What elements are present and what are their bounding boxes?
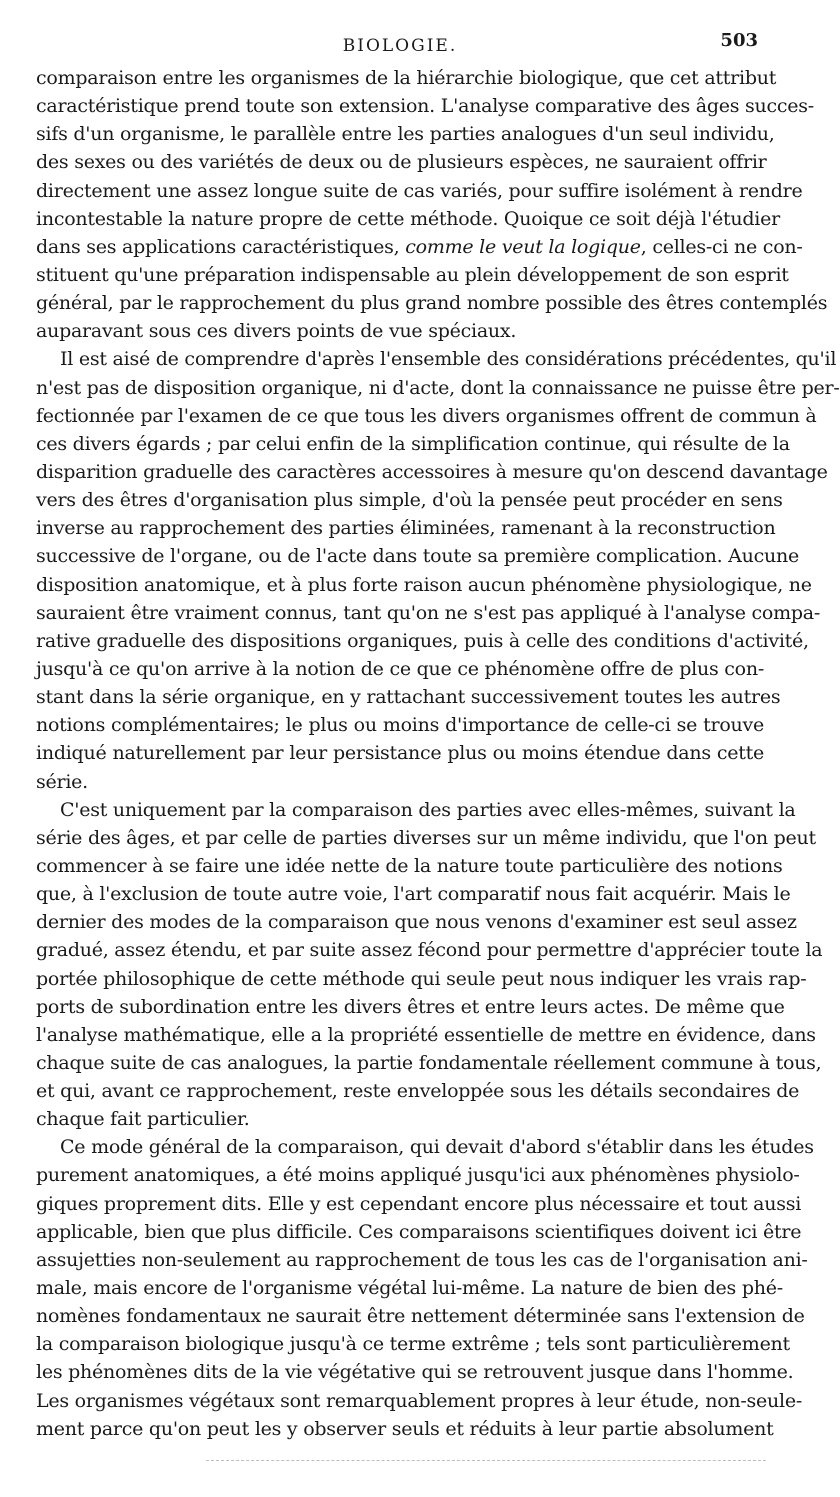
text-line: Ce mode général de la comparaison, qui devait d'abord s'établir dans les études [60, 1136, 814, 1159]
text-line: auparavant sous ces divers points de vue spéciaux. [36, 320, 517, 343]
text-line: les phénomènes dits de la vie végétative qui se retrouvent jusque dans l'homme. [36, 1361, 794, 1384]
text-line: male, mais encore de l'organisme végétal lui-même. La nature de bien des phé- [36, 1277, 783, 1300]
text-line: inverse au rapprochement des parties éliminées, ramenant à la reconstruction [36, 517, 776, 540]
text-line: notions complémentaires; le plus ou moins d'importance de celle-ci se trouve [36, 714, 764, 737]
text-line: nomènes fondamentaux ne saurait être nettement déterminée sans l'extension de [36, 1305, 805, 1328]
text-line: Il est aisé de comprendre d'après l'ensemble des considérations précédentes, qu'il [60, 348, 837, 371]
text-line: général, par le rapprochement du plus grand nombre possible des êtres contemplés [36, 292, 828, 315]
text-line: stituent qu'une préparation indispensable au plein développement de son esprit [36, 263, 789, 286]
text-line: chaque fait particulier. [36, 1108, 250, 1131]
text-line: la comparaison biologique jusqu'à ce terme extrême ; tels sont particulièrement [36, 1333, 790, 1356]
text-line: disparition graduelle des caractères accessoires à mesure qu'on descend davantage [36, 460, 828, 483]
text-line: sauraient être vraiment connus, tant qu'on ne s'est pas appliqué à l'analyse compa- [36, 601, 821, 624]
text-line: Les organismes végétaux sont remarquablement propres à leur étude, non-seule- [36, 1389, 803, 1412]
text-line: dernier des modes de la comparaison que nous venons d'examiner est seul assez [36, 911, 797, 934]
text-line: série des âges, et par celle de parties diverses sur un même individu, que l'on peut [36, 826, 816, 849]
text-line: applicable, bien que plus difficile. Ces comparaisons scientifiques doivent ici être [36, 1220, 802, 1243]
text-line: des sexes ou des variétés de deux ou de plusieurs espèces, ne sauraient offrir [36, 151, 767, 174]
text-line: indiqué naturellement par leur persistance plus ou moins étendue dans cette [36, 742, 764, 765]
text-line: purement anatomiques, a été moins appliqué jusqu'ici aux phénomènes physiolo- [36, 1164, 800, 1187]
text-line: directement une assez longue suite de cas variés, pour suffire isolément à rendre [36, 179, 803, 202]
italic-phrase: comme le veut la logique [405, 235, 641, 258]
text-line: vers des êtres d'organisation plus simple, d'où la pensée peut procéder en sens [36, 489, 783, 512]
text-line: sifs d'un organisme, le parallèle entre les parties analogues d'un seul individu, [36, 123, 775, 146]
book-page [36, 0, 840, 1497]
text-line: l'analyse mathématique, elle a la propriété essentielle de mettre en évidence, dans [36, 1023, 816, 1046]
text-line: comparaison entre les organismes de la hiérarchie biologique, que cet attribut [36, 67, 777, 89]
running-title: BIOLOGIE. [342, 36, 458, 56]
text-line: commencer à se faire une idée nette de la nature toute particulière des notions [36, 854, 783, 877]
text-line: n'est pas de disposition organique, ni d'acte, dont la connaissance ne puisse être per- [36, 376, 840, 399]
text-line: que, à l'exclusion de toute autre voie, l'art comparatif nous fait acquérir. Mais le [36, 883, 791, 906]
text-line: rative graduelle des dispositions organiques, puis à celle des conditions d'activité, [36, 629, 809, 652]
text-line: et qui, avant ce rapprochement, reste enveloppée sous les détails secondaires de [36, 1080, 800, 1103]
text-line: caractéristique prend toute son extension. L'analyse comparative des âges succes- [36, 95, 814, 118]
text-line: ces divers égards ; par celui enfin de la simplification continue, qui résulte de la [36, 432, 790, 455]
text-line: jusqu'à ce qu'on arrive à la notion de ce que ce phénomène offre de plus con- [36, 657, 764, 680]
text-line: chaque suite de cas analogues, la partie fondamentale réellement commune à tous, [36, 1051, 822, 1074]
text-line: stant dans la série organique, en y rattachant successivement toutes les autres [36, 686, 781, 709]
text-line: ment parce qu'on peut les y observer seuls et réduits à leur partie absolument [36, 1417, 774, 1440]
text-line: fectionnée par l'examen de ce que tous les divers organismes offrent de commun à [36, 404, 817, 427]
text-line: série. [36, 770, 88, 793]
text-line: disposition anatomique, et à plus forte raison aucun phénomène physiologique, ne [36, 573, 812, 596]
text-line: successive de l'organe, ou de l'acte dans toute sa première complication. Aucune [36, 545, 799, 568]
text-line: ports de subordination entre les divers êtres et entre leurs actes. De même que [36, 995, 785, 1018]
running-head [36, 30, 764, 60]
text-line: giques proprement dits. Elle y est cependant encore plus nécessaire et tout aussi [36, 1192, 802, 1215]
page-number: 503 [720, 30, 758, 51]
bottom-rule [206, 1460, 766, 1461]
text-line: portée philosophique de cette méthode qui seule peut nous indiquer les vrais rap- [36, 967, 807, 990]
text-line: assujetties non-seulement au rapprochement de tous les cas de l'organisation ani- [36, 1248, 808, 1271]
text-line: C'est uniquement par la comparaison des parties avec elles-mêmes, suivant la [60, 798, 796, 821]
text-line: dans ses applications caractéristiques, comme le veut la logique, celles-ci ne con- [36, 235, 803, 258]
text-line: gradué, assez étendu, et par suite assez fécond pour permettre d'apprécier toute la [36, 939, 823, 962]
body-text [36, 64, 840, 1443]
text-line: incontestable la nature propre de cette méthode. Quoique ce soit déjà l'étudier [36, 207, 780, 230]
